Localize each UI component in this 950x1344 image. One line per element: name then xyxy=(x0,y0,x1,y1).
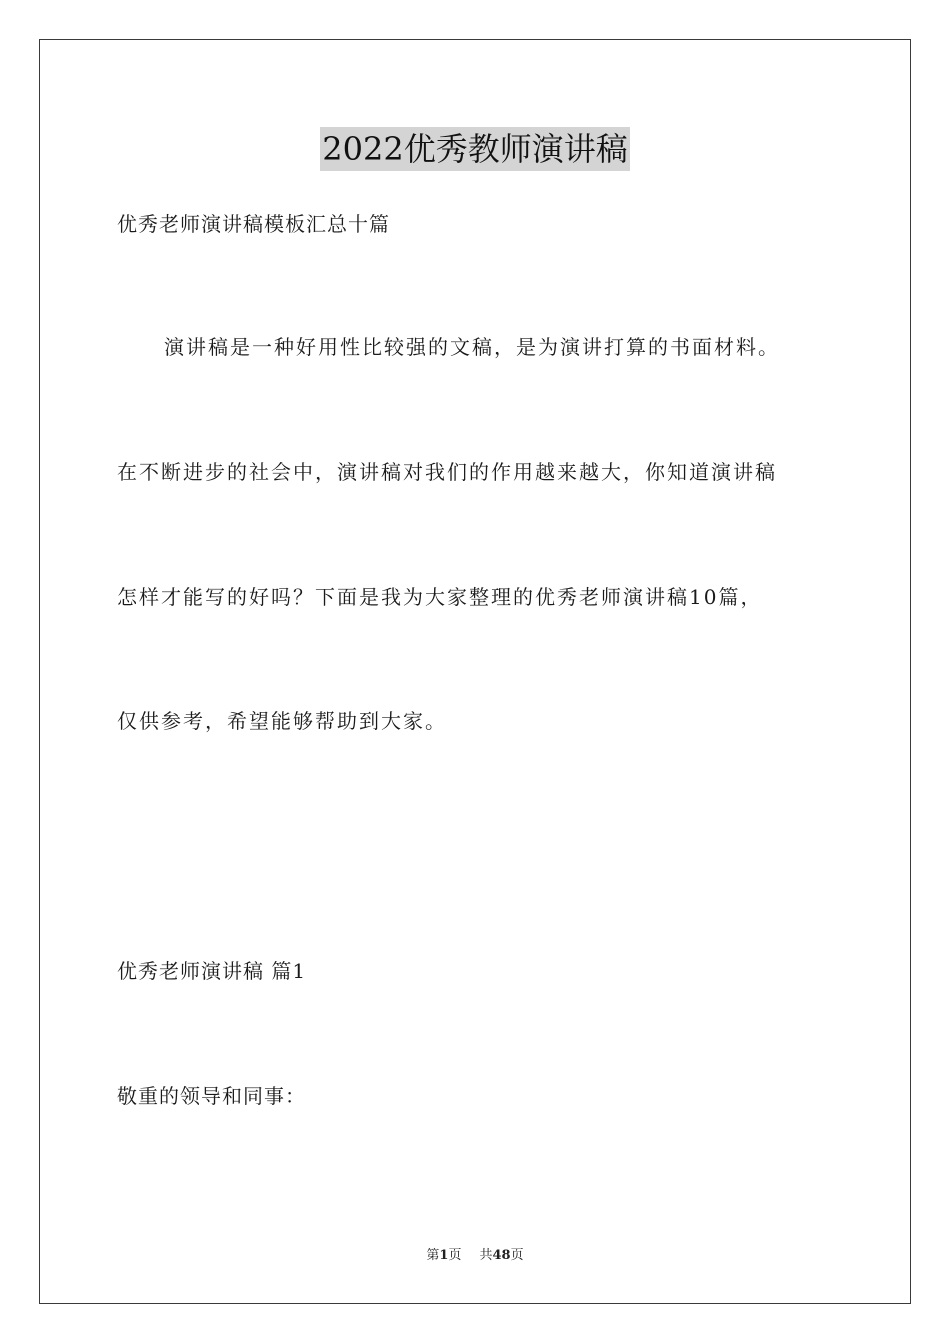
paragraph-line-2: 在不断进步的社会中，演讲稿对我们的作用越来越大，你知道演讲稿 xyxy=(117,460,777,484)
paragraph-line-1: 演讲稿是一种好用性比较强的文稿，是为演讲打算的书面材料。 xyxy=(164,335,780,359)
paragraph-line-3: 怎样才能写的好吗？下面是我为大家整理的优秀老师演讲稿10篇， xyxy=(117,585,763,609)
page-prefix: 第 xyxy=(426,1248,440,1263)
title-container xyxy=(0,127,950,171)
section-heading: 优秀老师演讲稿 篇1 xyxy=(117,959,307,983)
document-title: 2022优秀教师演讲稿 xyxy=(320,127,629,171)
total-page-count: 48 xyxy=(492,1248,511,1263)
page-suffix: 页 xyxy=(448,1248,462,1263)
paragraph-line-4: 仅供参考，希望能够帮助到大家。 xyxy=(117,709,447,733)
document-subtitle: 优秀老师演讲稿模板汇总十篇 xyxy=(117,212,390,236)
total-suffix: 页 xyxy=(510,1248,524,1263)
total-prefix: 共 xyxy=(479,1248,493,1263)
current-page-number: 1 xyxy=(439,1248,449,1263)
page-footer xyxy=(0,1247,950,1265)
greeting-line: 敬重的领导和同事： xyxy=(117,1084,306,1108)
